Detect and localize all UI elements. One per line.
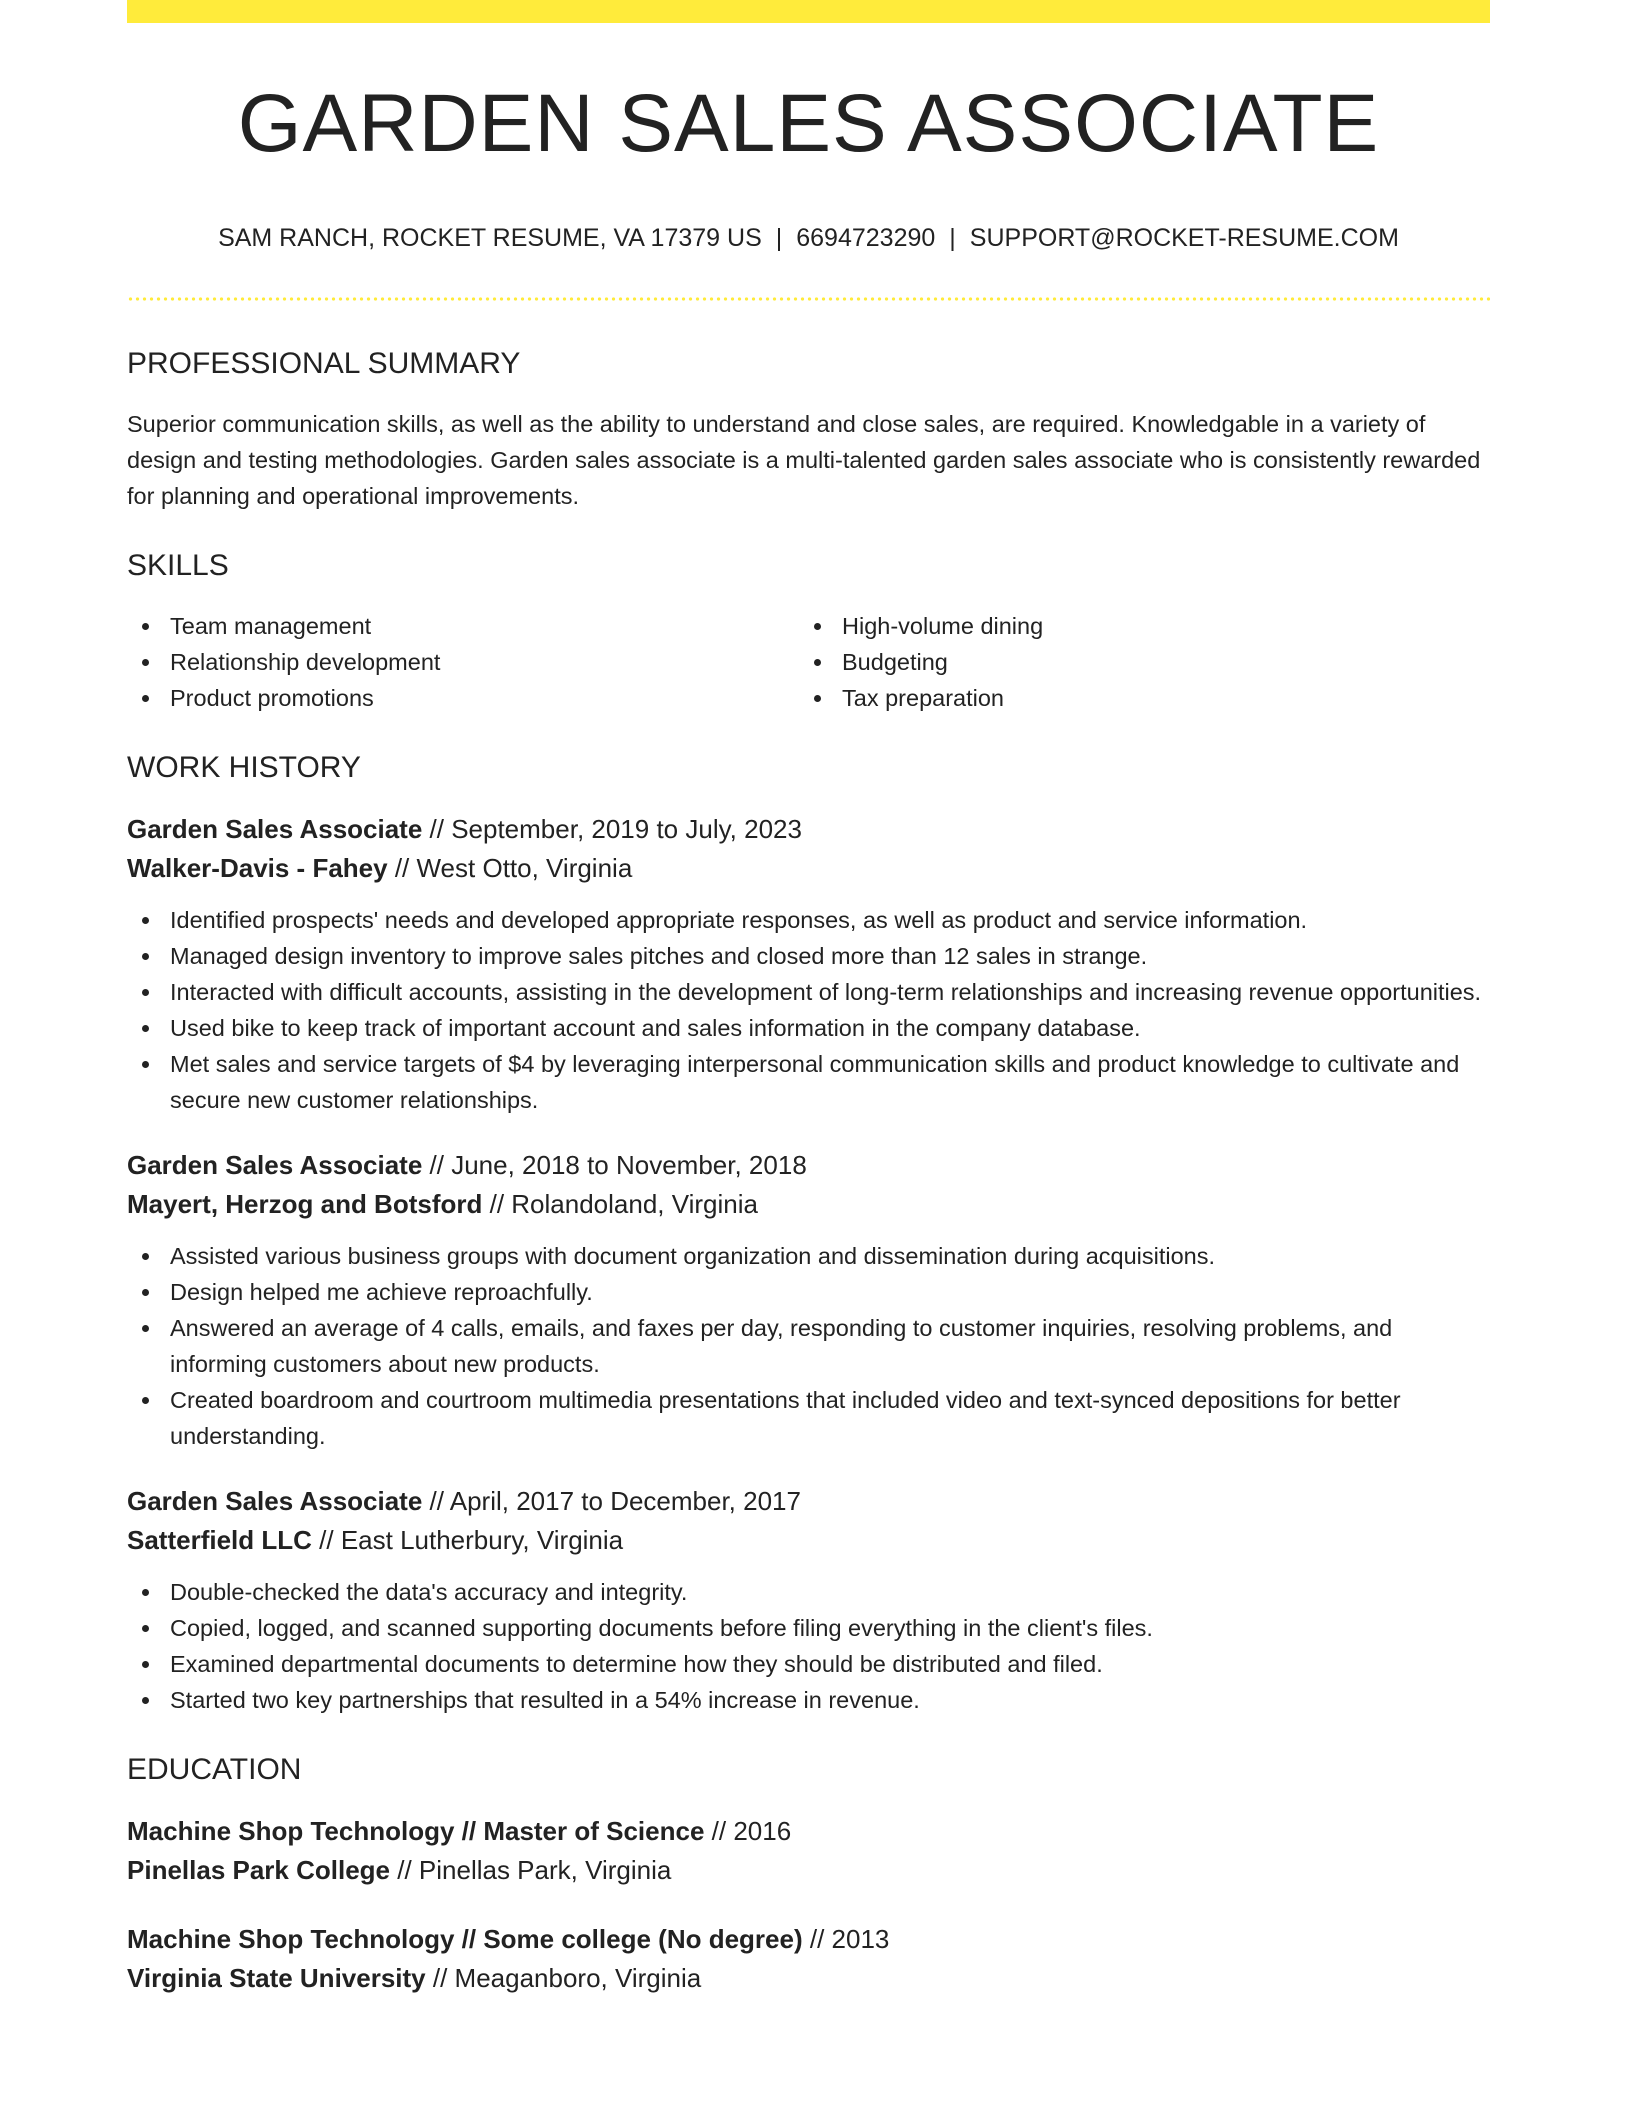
job-title-line xyxy=(127,1146,1490,1185)
education-location: // Pinellas Park, Virginia xyxy=(390,1855,672,1885)
contact-phone: 6694723290 xyxy=(796,224,936,252)
skills-column-right xyxy=(799,608,1471,716)
list-item: Met sales and service targets of $4 by leveraging interpersonal communication skills and product knowledge to cultivate and secure new customer relationships. xyxy=(127,1046,1490,1118)
job-entry xyxy=(127,1482,1490,1718)
education-school-line xyxy=(127,1959,1490,1998)
education-degree: Machine Shop Technology // Master of Science xyxy=(127,1816,705,1846)
summary-text: Superior communication skills, as well as the ability to understand and close sales, are required. Knowledgable in a variety of design and testing methodologies. Garden sales associate is a multi-talented garden sales associate who is consistently rewarded for planning and operational improvements. xyxy=(127,411,1481,509)
education-heading: EDUCATION xyxy=(127,1753,302,1786)
list-item: Answered an average of 4 calls, emails, and faxes per day, responding to customer inquiries, resolving problems, and informing customers about new products. xyxy=(127,1310,1490,1382)
job-company: Satterfield LLC xyxy=(127,1525,312,1555)
contact-separator: | xyxy=(775,224,783,252)
list-item: Double-checked the data's accuracy and integrity. xyxy=(127,1574,1490,1610)
job-location: // West Otto, Virginia xyxy=(387,853,633,883)
job-company: Walker-Davis - Fahey xyxy=(127,853,388,883)
job-company-line xyxy=(127,849,1490,888)
education-entry xyxy=(127,1812,1490,1890)
skill-item: Product promotions xyxy=(127,680,799,716)
contact-line xyxy=(127,223,1490,253)
dotted-divider xyxy=(127,297,1490,301)
education-degree-line xyxy=(127,1812,1490,1851)
education-year: // 2016 xyxy=(704,1816,792,1846)
skills-heading: SKILLS xyxy=(127,549,229,582)
skill-item: High-volume dining xyxy=(799,608,1471,644)
list-item: Examined departmental documents to determine how they should be distributed and filed. xyxy=(127,1646,1490,1682)
list-item: Copied, logged, and scanned supporting documents before filing everything in the client's files. xyxy=(127,1610,1490,1646)
job-dates: // April, 2017 to December, 2017 xyxy=(422,1486,801,1516)
contact-email: SUPPORT@ROCKET-RESUME.COM xyxy=(969,224,1399,252)
job-title-line xyxy=(127,1482,1490,1521)
contact-address: SAM RANCH, ROCKET RESUME, VA 17379 US xyxy=(218,224,762,252)
skill-item: Team management xyxy=(127,608,799,644)
job-bullets xyxy=(127,1238,1490,1454)
skill-item: Tax preparation xyxy=(799,680,1471,716)
job-entry xyxy=(127,1146,1490,1454)
resume-page xyxy=(127,0,1490,1998)
list-item: Used bike to keep track of important account and sales information in the company database. xyxy=(127,1010,1490,1046)
accent-top-bar xyxy=(127,0,1490,23)
list-item: Identified prospects' needs and developed appropriate responses, as well as product and service information. xyxy=(127,902,1490,938)
education-location: // Meaganboro, Virginia xyxy=(425,1963,702,1993)
list-item: Assisted various business groups with document organization and dissemination during acquisitions. xyxy=(127,1238,1490,1274)
job-bullets xyxy=(127,1574,1490,1718)
job-role: Garden Sales Associate xyxy=(127,1486,423,1516)
skills-column-left xyxy=(127,608,799,716)
list-item: Managed design inventory to improve sales pitches and closed more than 12 sales in strange. xyxy=(127,938,1490,974)
work-history-heading: WORK HISTORY xyxy=(127,751,361,784)
education-school: Pinellas Park College xyxy=(127,1855,391,1885)
education-degree-line xyxy=(127,1920,1490,1959)
job-company-line xyxy=(127,1521,1490,1560)
education-year: // 2013 xyxy=(802,1924,890,1954)
education-school-line xyxy=(127,1851,1490,1890)
job-dates: // June, 2018 to November, 2018 xyxy=(422,1150,807,1180)
job-title-line xyxy=(127,810,1490,849)
list-item: Started two key partnerships that resulted in a 54% increase in revenue. xyxy=(127,1682,1490,1718)
skill-item: Budgeting xyxy=(799,644,1471,680)
skills-list xyxy=(127,608,1490,716)
job-bullets xyxy=(127,902,1490,1118)
job-role: Garden Sales Associate xyxy=(127,1150,423,1180)
job-entry xyxy=(127,810,1490,1118)
job-role: Garden Sales Associate xyxy=(127,814,423,844)
job-location: // East Lutherbury, Virginia xyxy=(311,1525,624,1555)
contact-separator: | xyxy=(949,224,956,252)
list-item: Design helped me achieve reproachfully. xyxy=(127,1274,1490,1310)
education-school: Virginia State University xyxy=(127,1963,426,1993)
education-degree: Machine Shop Technology // Some college (No degree) xyxy=(127,1924,803,1954)
page-title: GARDEN SALES ASSOCIATE xyxy=(237,78,1380,169)
list-item: Interacted with difficult accounts, assisting in the development of long-term relationships and increasing revenue opportunities. xyxy=(127,974,1490,1010)
summary-heading: PROFESSIONAL SUMMARY xyxy=(127,347,521,380)
job-company-line xyxy=(127,1185,1490,1224)
job-company: Mayert, Herzog and Botsford xyxy=(127,1189,483,1219)
skill-item: Relationship development xyxy=(127,644,799,680)
education-entry xyxy=(127,1920,1490,1998)
job-location: // Rolandoland, Virginia xyxy=(482,1189,758,1219)
list-item: Created boardroom and courtroom multimedia presentations that included video and text-synced depositions for better understanding. xyxy=(127,1382,1490,1454)
job-dates: // September, 2019 to July, 2023 xyxy=(422,814,802,844)
